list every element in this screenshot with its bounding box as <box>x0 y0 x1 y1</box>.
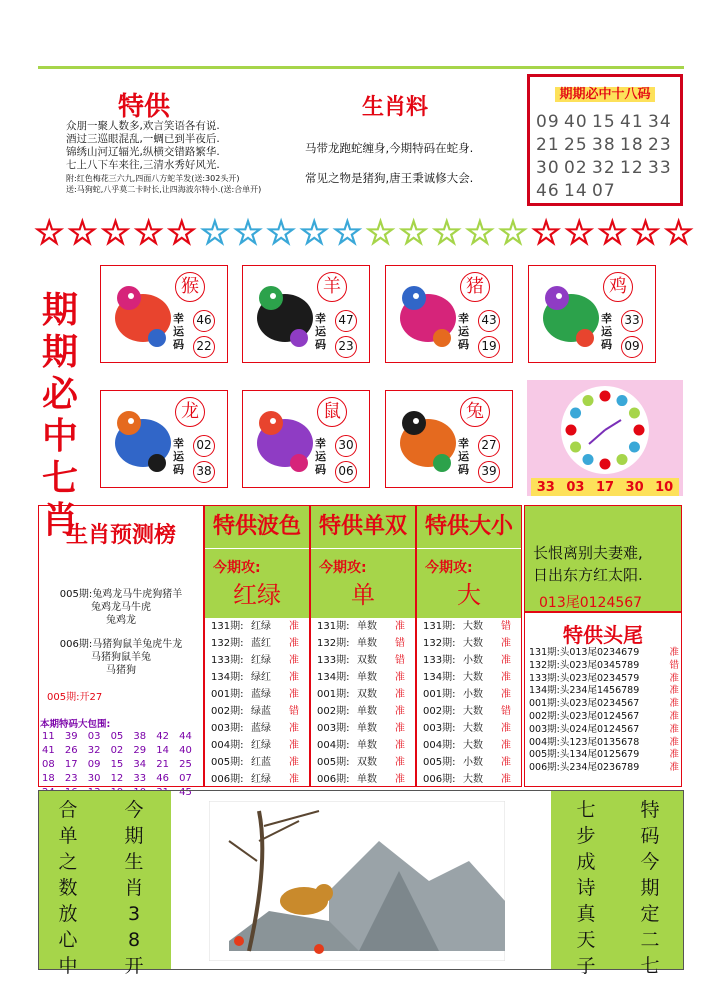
zodiac-name: 鼠 <box>317 397 347 427</box>
history-row: 004期: 单数 准 <box>317 740 405 751</box>
bag-number: 32 <box>87 745 101 756</box>
star-icon: ☆ <box>630 213 661 253</box>
star-icon: ☆ <box>597 213 628 253</box>
bose-column <box>204 505 310 787</box>
star-icon: ☆ <box>34 213 65 253</box>
big-bag-title: 本期特码大包围: <box>40 719 111 730</box>
zodiac-card <box>242 265 370 363</box>
zodiac-card <box>100 390 228 488</box>
bag-number: 07 <box>179 773 192 784</box>
tegong-title: 特供 <box>118 92 171 122</box>
lucky-number: 47 <box>335 310 357 332</box>
shengxiao-title: 生肖料 <box>362 95 429 120</box>
papercut-animal-icon <box>392 274 464 356</box>
star-icon: ☆ <box>464 213 496 253</box>
history-row: 004期: 红绿 准 <box>211 740 299 751</box>
lucky-number: 02 <box>193 435 215 457</box>
lucky-number: 33 <box>621 310 643 332</box>
zodiac-name: 羊 <box>317 272 347 302</box>
head-tail-row: 002期:头023尾0124567 准 <box>529 710 679 722</box>
code-number: 21 <box>536 135 560 155</box>
eighteen-codes-box <box>527 74 683 206</box>
history-row: 133期: 小数 准 <box>423 655 511 666</box>
clock-dot <box>629 408 640 419</box>
code-number: 34 <box>648 112 672 132</box>
bag-number: 23 <box>64 773 78 784</box>
code-number: 41 <box>620 112 644 132</box>
bag-number: 33 <box>133 773 147 784</box>
history-row: 002期: 大数 错 <box>423 706 511 717</box>
clock-icon <box>561 386 649 474</box>
clock-number: 17 <box>595 479 615 495</box>
shengxiao-line: 常见之物是猪狗,唐王秉诚修大会. <box>305 171 474 185</box>
zodiac-name: 猪 <box>460 272 490 302</box>
lucky-number: 43 <box>478 310 500 332</box>
clock-dot <box>570 408 581 419</box>
history-row: 005期: 双数 准 <box>317 757 405 768</box>
code-number: 33 <box>648 158 672 178</box>
zodiac-name: 猴 <box>175 272 205 302</box>
poem-line: 众朋一聚人数多,欢言笑语各有说. <box>66 120 220 132</box>
vertical-verse: 特 码 今 期 定 二 七 <box>640 799 660 977</box>
eighteen-codes-title: 期期必中十八码 <box>530 83 680 102</box>
code-number: 38 <box>592 135 616 155</box>
lucky-number: 09 <box>621 336 643 358</box>
star-icon: ☆ <box>299 213 330 253</box>
head-tail-row: 005期:头134尾0125679 准 <box>529 749 679 761</box>
history-row: 006期: 单数 准 <box>317 774 405 785</box>
papercut-animal-icon <box>249 399 321 481</box>
lucky-label: 幸运码 <box>601 312 612 351</box>
history-row: 005期: 小数 准 <box>423 757 511 768</box>
code-number: 07 <box>592 181 616 201</box>
clock-dot <box>629 442 640 453</box>
zodiac-card <box>385 390 513 488</box>
code-number: 32 <box>592 158 616 178</box>
code-number: 40 <box>564 112 588 132</box>
bag-number: 45 <box>179 787 192 798</box>
head-tail-panel <box>524 612 682 787</box>
clock-dot <box>570 442 581 453</box>
bottom-panel <box>38 790 684 977</box>
lucky-number: 39 <box>478 461 500 483</box>
daxiao-rows <box>417 618 521 788</box>
bag-number: 38 <box>133 731 147 742</box>
lucky-number: 46 <box>193 310 215 332</box>
bag-number: 40 <box>179 745 192 756</box>
note-line: 附:红色梅花三六九,四面八方蛇羊发(送:302头开) <box>66 174 240 183</box>
vertical-verse: 今 期 生 肖 3 8 开 <box>124 799 144 977</box>
danshuang-column <box>310 505 416 787</box>
tail-numbers: 013尾0124567 <box>539 595 643 611</box>
code-number: 15 <box>592 112 616 132</box>
star-icon: ☆ <box>232 213 264 253</box>
clock-dot <box>600 459 611 470</box>
history-row: 006期: 红绿 准 <box>211 774 299 785</box>
prediction-title: 生肖预测榜 <box>65 523 176 548</box>
lucky-number: 23 <box>335 336 357 358</box>
vertical-verse: 合 单 之 数 放 心 中 <box>58 799 78 977</box>
history-row: 132期: 蓝红 准 <box>211 638 299 649</box>
code-number: 12 <box>620 158 644 178</box>
bose-sub: 今期攻: 红绿 <box>205 548 309 618</box>
bag-number: 03 <box>87 731 101 742</box>
star-icon: ☆ <box>564 213 595 253</box>
head-tail-row: 133期:头023尾0234579 准 <box>529 672 679 684</box>
clock-number: 30 <box>625 479 644 495</box>
prediction-005: 005期:兔鸡龙马牛虎狗猪羊 兔鸡龙马牛虎 兔鸡龙 <box>59 589 183 626</box>
bottom-right-verse <box>551 791 683 977</box>
couplet-line: 日出东方红太阳. <box>533 566 643 584</box>
bose-rows <box>205 618 309 788</box>
poem-line: 锦绣山河辽辐光,纵横交错路繁华. <box>66 146 220 158</box>
clock-number: 33 <box>536 479 555 495</box>
star-icon: ☆ <box>663 213 694 253</box>
danshuang-head: 特供单双 <box>311 506 415 548</box>
lucky-number: 27 <box>478 435 500 457</box>
bag-number: 46 <box>156 773 170 784</box>
history-row: 134期: 单数 准 <box>317 672 405 683</box>
lucky-label: 幸运码 <box>315 312 326 351</box>
head-tail-row: 006期:头234尾0236789 准 <box>529 762 679 774</box>
poem-line: 七上八下车来往,三清水秀好风光. <box>66 159 220 171</box>
daxiao-sub: 今期攻: 大 <box>417 548 521 618</box>
danshuang-sub: 今期攻: 单 <box>311 548 415 618</box>
star-icon: ☆ <box>530 213 562 253</box>
clock-number: 10 <box>655 479 674 495</box>
head-tail-row: 132期:头023尾0345789 错 <box>529 659 679 671</box>
bag-number: 09 <box>87 759 101 770</box>
bag-number: 25 <box>179 759 192 770</box>
history-row: 132期: 大数 准 <box>423 638 511 649</box>
zodiac-name: 龙 <box>175 397 205 427</box>
star-icon: ☆ <box>100 213 131 253</box>
head-tail-row: 134期:头234尾1456789 准 <box>529 685 679 697</box>
tegong-notes <box>66 173 326 195</box>
prediction-006: 006期:马猪狗鼠羊兔虎牛龙 马猪狗鼠羊兔 马猪狗 <box>59 639 183 676</box>
lucky-number: 19 <box>478 336 500 358</box>
history-row: 131期: 红绿 准 <box>211 621 299 632</box>
star-icon: ☆ <box>166 213 197 253</box>
poem-line: 酒过三巡眼混乱,一蜩已到半夜后. <box>66 133 220 145</box>
star-icon: ☆ <box>199 213 231 253</box>
history-row: 001期: 蓝绿 准 <box>211 689 299 700</box>
code-number: 18 <box>620 135 644 155</box>
star-icon: ☆ <box>332 213 363 253</box>
bag-number: 42 <box>156 731 170 742</box>
history-row: 133期: 红绿 准 <box>211 655 299 666</box>
papercut-animal-icon <box>249 274 321 356</box>
papercut-animal-icon <box>392 399 464 481</box>
lucky-number: 38 <box>193 461 215 483</box>
prediction-open: 005期:开27 <box>47 692 103 703</box>
bose-head: 特供波色 <box>205 506 309 548</box>
history-row: 133期: 双数 错 <box>317 655 405 666</box>
history-row: 006期: 大数 准 <box>423 774 511 785</box>
star-row <box>34 214 694 252</box>
code-number: 09 <box>536 112 560 132</box>
lucky-label: 幸运码 <box>173 437 184 476</box>
bag-number: 26 <box>64 745 78 756</box>
bag-number: 05 <box>110 731 124 742</box>
clock-dot <box>634 425 645 436</box>
zodiac-card <box>242 390 370 488</box>
head-tail-row: 131期:头013尾0234679 准 <box>529 647 679 658</box>
history-row: 003期: 单数 准 <box>317 723 405 734</box>
bag-number: 41 <box>42 745 55 756</box>
bag-number: 21 <box>156 759 170 770</box>
couplet-line: 长恨离别夫妻难, <box>533 544 643 562</box>
bag-number: 15 <box>110 759 124 770</box>
bag-number: 08 <box>42 759 55 770</box>
clock-dot <box>583 395 594 406</box>
bag-number: 14 <box>156 745 170 756</box>
head-tail-title: 特供头尾 <box>563 623 643 647</box>
zodiac-card <box>100 265 228 363</box>
star-icon: ☆ <box>431 213 462 253</box>
seven-zodiac-title: 期期必中七肖 <box>41 290 78 541</box>
history-row: 002期: 单数 准 <box>317 706 405 717</box>
history-row: 131期: 大数 错 <box>423 621 511 632</box>
bag-number: 29 <box>133 745 147 756</box>
lucky-label: 幸运码 <box>458 437 469 476</box>
head-tail-row: 004期:头123尾0135678 准 <box>529 736 679 748</box>
lucky-number: 22 <box>193 336 215 358</box>
papercut-animal-icon <box>107 399 179 481</box>
lucky-label: 幸运码 <box>173 312 184 351</box>
danshuang-rows <box>311 618 415 788</box>
papercut-animal-icon <box>107 274 179 356</box>
bag-number: 02 <box>110 745 124 756</box>
lucky-label: 幸运码 <box>315 437 326 476</box>
bag-number: 34 <box>133 759 147 770</box>
code-number: 46 <box>536 181 560 201</box>
lucky-number: 06 <box>335 461 357 483</box>
shengxiao-line: 马带龙跑蛇缠身,今期特码在蛇身. <box>305 141 474 155</box>
clock-numbers <box>531 478 679 496</box>
head-tail-row: 003期:头024尾0124567 准 <box>529 723 679 735</box>
zodiac-name: 兔 <box>460 397 490 427</box>
clock-dot <box>617 395 628 406</box>
daxiao-head: 特供大小 <box>417 506 521 548</box>
history-row: 002期: 绿蓝 错 <box>211 706 299 717</box>
zodiac-name: 鸡 <box>603 272 633 302</box>
clock-dot <box>617 454 628 465</box>
star-icon: ☆ <box>133 213 164 253</box>
history-row: 131期: 单数 准 <box>317 621 405 632</box>
eighteen-codes-list <box>536 111 678 203</box>
papercut-animal-icon <box>535 274 607 356</box>
head-tail-row: 001期:头023尾0234567 准 <box>529 698 679 710</box>
top-divider <box>38 66 684 69</box>
history-row: 134期: 大数 准 <box>423 672 511 683</box>
code-number: 14 <box>564 181 588 201</box>
star-icon: ☆ <box>265 213 297 253</box>
history-row: 003期: 蓝绿 准 <box>211 723 299 734</box>
vertical-verse: 七 步 成 诗 真 天 子 <box>576 799 596 977</box>
history-row: 003期: 大数 准 <box>423 723 511 734</box>
bottom-left-verse <box>39 791 171 977</box>
star-icon: ☆ <box>67 213 98 253</box>
star-icon: ☆ <box>398 213 429 253</box>
couplet-panel <box>524 505 682 612</box>
code-number: 25 <box>564 135 588 155</box>
code-number: 30 <box>536 158 560 178</box>
code-number: 02 <box>564 158 588 178</box>
star-icon: ☆ <box>365 213 396 253</box>
bag-number: 12 <box>110 773 124 784</box>
history-row: 134期: 绿红 准 <box>211 672 299 683</box>
zodiac-card <box>385 265 513 363</box>
bag-number: 11 <box>42 731 55 742</box>
note-line: 送:马狗蛇,八乎莫二卡时长,让四海波尔特小.(送:合单开) <box>66 185 262 194</box>
history-row: 001期: 双数 准 <box>317 689 405 700</box>
clock-dot <box>583 454 594 465</box>
bag-number: 17 <box>64 759 78 770</box>
clock-dot <box>566 425 577 436</box>
lucky-number: 30 <box>335 435 357 457</box>
daxiao-column <box>416 505 522 787</box>
clock-number: 03 <box>566 479 585 495</box>
head-tail-rows <box>529 647 679 775</box>
code-number: 23 <box>648 135 672 155</box>
history-row: 132期: 单数 错 <box>317 638 405 649</box>
zodiac-card <box>528 265 656 363</box>
bag-number: 30 <box>87 773 101 784</box>
bag-number: 18 <box>42 773 55 784</box>
history-row: 001期: 小数 准 <box>423 689 511 700</box>
bag-number: 44 <box>179 731 192 742</box>
lucky-label: 幸运码 <box>458 312 469 351</box>
bag-number: 39 <box>64 731 78 742</box>
star-icon: ☆ <box>497 213 529 253</box>
tiger-painting <box>209 801 505 961</box>
clock-panel <box>527 380 683 496</box>
history-row: 004期: 大数 准 <box>423 740 511 751</box>
history-row: 005期: 红蓝 准 <box>211 757 299 768</box>
tegong-poem <box>66 120 296 172</box>
clock-dot <box>600 391 611 402</box>
